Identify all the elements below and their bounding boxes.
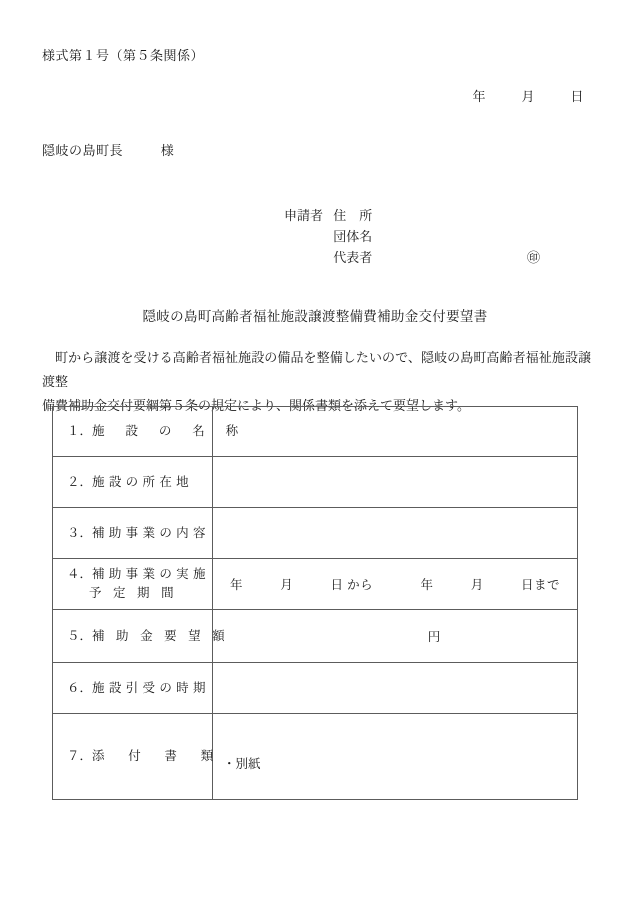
- table-row: [53, 407, 578, 457]
- row-label-project-content: [53, 508, 213, 559]
- addressee: [42, 140, 174, 159]
- row-value-facility-name[interactable]: [213, 407, 578, 457]
- period-start-day: 日 から: [330, 578, 374, 592]
- row-label-attachments: [53, 714, 219, 800]
- applicant-field-representative: 代表者: [333, 250, 373, 265]
- row-label-text-line2: 予 定 期 間: [89, 586, 178, 600]
- row-number: ７．: [67, 749, 93, 763]
- applicant-block: [284, 205, 541, 268]
- date-year: 年: [472, 89, 486, 104]
- row-label-text: 施 設 の 名 称: [92, 424, 243, 438]
- row-value-project-period[interactable]: [213, 559, 578, 610]
- row-label-text: 施 設 の 所 在 地: [92, 474, 190, 489]
- input-subsidy-amount[interactable]: [213, 627, 577, 645]
- applicant-field-address: 住 所: [333, 208, 373, 223]
- table-row: [53, 508, 578, 559]
- row-label-subsidy-amount: [53, 610, 229, 663]
- row-label-handover-timing: [53, 663, 213, 714]
- row-label-text: 補 助 事 業 の 内 容: [92, 525, 207, 540]
- period-start-year: 年: [230, 578, 244, 592]
- seal-stamp-icon: ㊞: [527, 250, 541, 265]
- row-number: ３．: [67, 525, 93, 540]
- row-number: ６．: [67, 680, 93, 695]
- date-line: [472, 86, 584, 105]
- page-title: 隠岐の島町高齢者福祉施設譲渡整備費補助金交付要望書: [142, 309, 488, 324]
- addressee-recipient: 隠岐の島町長: [42, 143, 124, 158]
- applicant-label: 申請者: [284, 208, 324, 223]
- row-label-facility-name: [53, 407, 243, 457]
- row-value-subsidy-amount[interactable]: [213, 610, 578, 663]
- row-number: ５．: [67, 628, 93, 643]
- table-row: [53, 457, 578, 508]
- body-line-1: 町から譲渡を受ける高齢者福祉施設の備品を整備したいので、隠岐の島町高齢者福祉施設譲渡整: [42, 350, 591, 389]
- period-end-month: 月: [470, 578, 484, 592]
- table-row: [53, 559, 578, 610]
- row-number: １．: [67, 424, 93, 438]
- row-number: ４．: [67, 567, 93, 581]
- period-start-month: 月: [280, 578, 294, 592]
- date-day: 日: [570, 89, 584, 104]
- row-number: ２．: [67, 474, 93, 489]
- row-label-text: 添 付 書 類: [92, 749, 219, 763]
- row-label-project-period: [53, 559, 213, 610]
- row-label-text: 補 助 事 業 の 実 施: [92, 567, 207, 581]
- period-end-year: 年: [420, 578, 434, 592]
- table-row: [53, 663, 578, 714]
- date-month: 月: [521, 89, 535, 104]
- row-label-facility-location: [53, 457, 213, 508]
- table-row: [53, 610, 578, 663]
- applicant-field-organization: 団体名: [333, 229, 373, 244]
- row-value-project-content[interactable]: [213, 508, 578, 559]
- period-end-day: 日まで: [520, 578, 560, 592]
- row-label-text: 補 助 金 要 望 額: [92, 628, 229, 643]
- input-project-period[interactable]: [213, 575, 577, 593]
- row-value-handover-timing[interactable]: [213, 663, 578, 714]
- applicant-row-address: [284, 205, 372, 226]
- form-number: 様式第１号（第５条関係）: [42, 48, 205, 63]
- currency-unit: 円: [427, 630, 441, 644]
- row-value-facility-location[interactable]: [213, 457, 578, 508]
- applicant-row-representative: [284, 247, 541, 268]
- application-form-table: [52, 406, 578, 800]
- row-label-text: 施 設 引 受 の 時 期: [92, 680, 207, 695]
- body-line-2: 備費補助金交付要綱第５条の規定により、関係書類を添えて要望します。: [42, 398, 470, 413]
- addressee-honorific: 様: [160, 143, 175, 158]
- row-value-attachments[interactable]: [213, 714, 578, 800]
- table-row: [53, 714, 578, 800]
- applicant-row-organization: [284, 226, 372, 247]
- attachment-item: ・別紙: [223, 756, 261, 771]
